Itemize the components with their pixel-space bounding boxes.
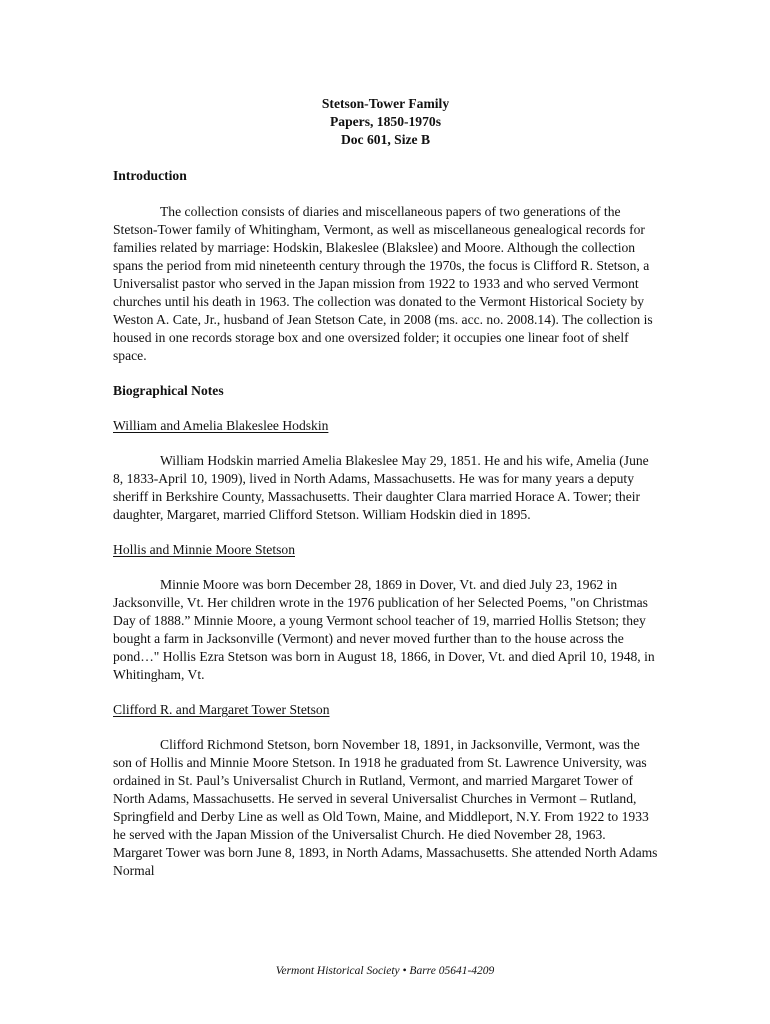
paragraph-clifford-margaret-stetson: Clifford Richmond Stetson, born November 18, 1891, in Jacksonville, Vermont, was the son of Hollis and Minnie Moore Stetson. In 1918 he graduated from St. Lawrence University, was ordained in St. Paul’s Universalist Church in Rutland, Vermont, and married Margaret Tower of North Adams, Massachusetts. He served in several Universalist Churches in Vermont – Rutland, Springfield and Derby Line as well as Old Town, Maine, and Middleport, N.Y. From 1922 to 1933 he served with the Japan Mission of the Universalist Church. He died November 28, 1963. Margaret Tower was born June 8, 1893, in North Adams, Massachusetts. She attended North Adams Normal <box>113 737 658 878</box>
paragraph-hollis-minnie-stetson: Minnie Moore was born December 28, 1869 in Dover, Vt. and died July 23, 1962 in Jacksonville, Vt. Her children wrote in the 1976 publication of her Selected Poems, "on Christmas Day of 1888.” Minnie Moore, a young Vermont school teacher of 19, married Hollis Stetson; they bought a farm in Jacksonville (Vermont) and never moved further than to the house across the pond…" Hollis Ezra Stetson was born in August 18, 1866, in Dover, Vt. and died April 10, 1948, in Whitingham, Vt. <box>113 577 655 682</box>
subheading-hollis-minnie-stetson: Hollis and Minnie Moore Stetson <box>113 542 295 557</box>
page-footer: Vermont Historical Society • Barre 05641-4209 <box>275 965 495 977</box>
introduction-paragraph: The collection consists of diaries and miscellaneous papers of two generations of the Stetson-Tower family of Whitingham, Vermont, as well as miscellaneous genealogical records for families related by marriage: Hodskin, Blakeslee (Blakslee) and Moore. Although the collection spans the period from mid nineteenth century through the 1970s, the focus is Clifford R. Stetson, a Universalist pastor who served in the Japan mission from 1922 to 1933 and who served Vermont churches until his death in 1963. The collection was donated to the Vermont Historical Society by Weston A. Cate, Jr., husband of Jean Stetson Cate, in 2008 (ms. acc. no. 2008.14). The collection is housed in one records storage box and one oversized folder; it occupies one linear foot of shelf space. <box>113 204 653 363</box>
biographical-notes-heading: Biographical Notes <box>113 383 224 398</box>
introduction-heading: Introduction <box>113 168 187 183</box>
title-line-2: Papers, 1850-1970s <box>329 114 441 129</box>
title-line-3: Doc 601, Size B <box>340 132 431 147</box>
document-page <box>113 95 658 880</box>
paragraph-hodskin: William Hodskin married Amelia Blakeslee May 29, 1851. He and his wife, Amelia (June 8, 1833-April 10, 1909), lived in North Adams, Massachusetts. He was for many years a deputy sheriff in Berkshire County, Massachusetts. Their daughter Clara married Horace A. Tower; their daughter, Margaret, married Clifford Stetson. William Hodskin died in 1895. <box>113 453 649 522</box>
document-title <box>113 95 658 149</box>
title-line-1: Stetson-Tower Family <box>321 96 450 111</box>
subheading-clifford-margaret-stetson: Clifford R. and Margaret Tower Stetson <box>113 702 330 717</box>
subheading-hodskin: William and Amelia Blakeslee Hodskin <box>113 418 329 433</box>
